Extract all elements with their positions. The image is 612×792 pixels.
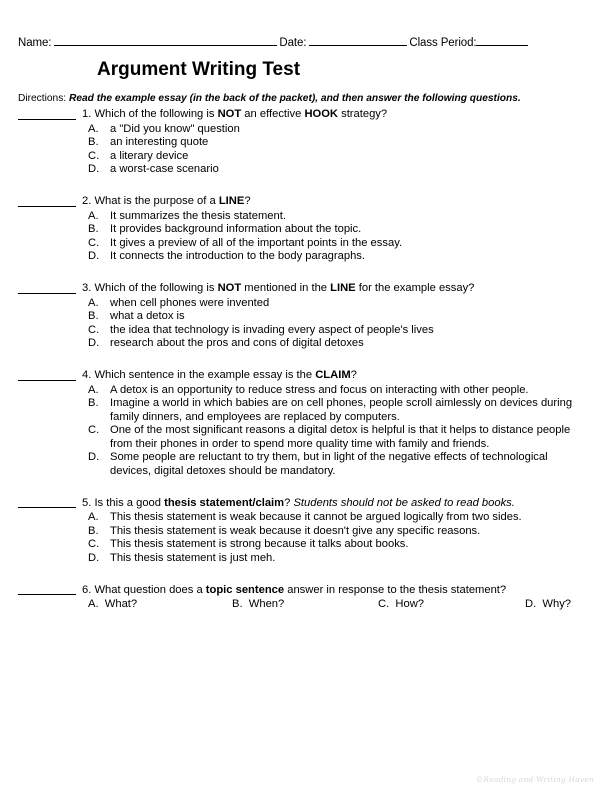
option-text: an interesting quote <box>110 136 209 149</box>
option-text: when cell phones were invented <box>110 296 270 309</box>
question-3 <box>0 282 612 351</box>
option-text: It provides background information about the topic. <box>110 223 362 236</box>
option-text: the idea that technology is invading every aspect of people's lives <box>110 323 434 336</box>
answer-option[interactable] <box>88 297 612 311</box>
date-blank-field[interactable] <box>309 34 407 46</box>
answer-option[interactable] <box>88 337 612 351</box>
question-6 <box>0 584 612 612</box>
option-letter: C. <box>88 538 100 551</box>
option-text: How? <box>395 598 425 611</box>
question-stem <box>0 282 612 296</box>
date-label: Date: <box>279 37 307 49</box>
option-text: Why? <box>542 598 572 611</box>
name-blank-field[interactable] <box>54 34 277 46</box>
option-text: This thesis statement is just meh. <box>110 552 276 565</box>
stem-segment: ? <box>350 368 357 381</box>
stem-segment: ? <box>244 194 251 207</box>
option-text: a "Did you know" question <box>110 122 240 135</box>
stem-segment: ? <box>284 496 294 509</box>
option-letter: A. <box>88 511 99 524</box>
stem-segment: Which of the following is <box>94 108 218 120</box>
question-number: 2. <box>82 194 92 207</box>
question-2 <box>0 195 612 264</box>
question-stem <box>0 584 612 598</box>
question-1 <box>0 108 612 177</box>
option-text: One of the most significant reasons a digital detox is helpful is that it helps to distance people from their phones in order to spend more quality time with family and friends. <box>110 424 571 450</box>
answer-blank-field[interactable] <box>18 507 76 508</box>
question-stem <box>0 369 612 383</box>
answer-option[interactable] <box>88 525 612 539</box>
option-letter: B. <box>88 310 99 323</box>
option-letter: B. <box>88 136 99 149</box>
option-letter: A. <box>88 598 99 611</box>
class-period-blank-field[interactable] <box>476 34 528 46</box>
option-letter: D. <box>88 552 100 565</box>
stem-segment: Students should not be asked to read books. <box>293 496 515 509</box>
option-text: It summarizes the thesis statement. <box>110 209 286 222</box>
option-letter: D. <box>525 598 537 611</box>
answer-options <box>0 384 612 479</box>
answer-option[interactable] <box>88 150 612 164</box>
stem-segment: Which of the following is <box>94 281 218 294</box>
stem-segment: HOOK <box>304 108 338 120</box>
name-label: Name: <box>18 37 52 49</box>
option-text: It gives a preview of all of the important points in the essay. <box>110 236 403 249</box>
option-text: research about the pros and cons of digital detoxes <box>110 337 364 350</box>
answer-option[interactable] <box>88 210 612 224</box>
stem-segment: Which sentence in the example essay is the <box>94 368 316 381</box>
question-5 <box>0 497 612 566</box>
answer-option[interactable] <box>88 136 612 150</box>
option-text: a worst-case scenario <box>110 163 219 176</box>
answer-option[interactable] <box>88 223 612 237</box>
option-text: When? <box>248 598 285 611</box>
stem-segment: mentioned in the <box>241 281 331 294</box>
answer-option[interactable] <box>88 538 612 552</box>
option-letter: A. <box>88 209 99 222</box>
stem-segment: answer in response to the thesis statement? <box>284 583 507 596</box>
answer-option[interactable] <box>88 451 612 478</box>
class-period-label: Class Period: <box>409 37 477 49</box>
answer-option[interactable] <box>88 511 612 525</box>
answer-option[interactable] <box>378 598 525 612</box>
option-letter: C. <box>88 323 100 336</box>
option-letter: D. <box>88 250 100 263</box>
option-letter: C. <box>378 598 390 611</box>
answer-blank-field[interactable] <box>18 206 76 207</box>
answer-option[interactable] <box>88 237 612 251</box>
answer-blank-field[interactable] <box>18 380 76 381</box>
answer-options <box>0 123 612 177</box>
answer-options-inline <box>0 598 612 612</box>
option-text: It connects the introduction to the body paragraphs. <box>110 250 365 263</box>
stem-segment: NOT <box>217 281 242 294</box>
answer-option[interactable] <box>88 163 612 177</box>
option-text: This thesis statement is weak because it cannot be argued logically from two sides. <box>110 511 522 524</box>
directions <box>18 92 521 105</box>
stem-segment: an effective <box>241 108 305 120</box>
answer-option[interactable] <box>88 552 612 566</box>
option-letter: A. <box>88 296 99 309</box>
stem-segment: CLAIM <box>315 368 351 381</box>
option-letter: C. <box>88 424 100 437</box>
option-letter: B. <box>88 524 99 537</box>
option-letter: B. <box>232 598 243 611</box>
answer-blank-field[interactable] <box>18 594 76 595</box>
page-title: Argument Writing Test <box>97 59 301 80</box>
question-stem <box>0 497 612 511</box>
option-text: what a detox is <box>110 310 185 323</box>
stem-segment: topic sentence <box>205 583 285 596</box>
stem-segment: What is the purpose of a <box>94 194 219 207</box>
answer-options <box>0 210 612 264</box>
stem-segment: What question does a <box>94 583 206 596</box>
option-text: Some people are reluctant to try them, but in light of the negative effects of technological devices, digital detoxes should be mandatory. <box>110 451 548 478</box>
answer-option[interactable] <box>232 598 378 612</box>
question-number: 6. <box>82 583 92 596</box>
directions-label: Directions: <box>18 93 67 104</box>
option-letter: D. <box>88 451 100 464</box>
answer-option[interactable] <box>88 324 612 338</box>
directions-text: Read the example essay (in the back of the packet), and then answer the following questions. <box>68 93 521 104</box>
option-letter: A. <box>88 122 99 135</box>
stem-segment: NOT <box>217 108 242 120</box>
answer-option[interactable] <box>88 598 232 612</box>
answer-blank-field[interactable] <box>18 119 76 120</box>
questions-list <box>0 108 612 630</box>
option-letter: A. <box>88 383 99 396</box>
option-text: This thesis statement is strong because it talks about books. <box>110 538 409 551</box>
option-text: a literary device <box>110 149 189 162</box>
question-4 <box>0 369 612 479</box>
answer-options <box>0 297 612 351</box>
option-letter: C. <box>88 236 100 249</box>
answer-options <box>0 511 612 565</box>
answer-option[interactable] <box>88 424 612 451</box>
answer-option[interactable] <box>88 250 612 264</box>
stem-segment: strategy? <box>338 108 388 120</box>
question-number: 3. <box>82 281 92 294</box>
question-number: 4. <box>82 368 92 381</box>
question-stem <box>0 195 612 209</box>
stem-segment: Is this a good <box>94 496 165 509</box>
footer-watermark: ©Reading and Writing Haven <box>475 775 594 784</box>
option-letter: D. <box>88 163 100 176</box>
option-letter: C. <box>88 149 100 162</box>
stem-segment: LINE <box>330 281 356 294</box>
question-stem <box>0 108 612 122</box>
option-letter: B. <box>88 223 99 236</box>
option-text: Imagine a world in which babies are on cell phones, people scroll aimlessly on devices during family dinners, and employees are replaced by computers. <box>110 397 573 423</box>
stem-segment: thesis statement/claim <box>164 496 285 509</box>
option-letter: D. <box>88 337 100 350</box>
stem-segment: LINE <box>218 194 245 207</box>
answer-option[interactable] <box>88 384 612 398</box>
stem-segment: for the example essay? <box>355 281 475 294</box>
student-info-header <box>18 34 594 50</box>
answer-option[interactable] <box>88 397 612 424</box>
answer-option[interactable] <box>88 310 612 324</box>
option-text: A detox is an opportunity to reduce stress and focus on interacting with other people. <box>110 383 529 396</box>
option-letter: B. <box>88 397 99 410</box>
option-text: What? <box>104 598 138 611</box>
question-number: 5. <box>82 496 92 509</box>
option-text: This thesis statement is weak because it doesn't give any specific reasons. <box>110 524 481 537</box>
answer-option[interactable] <box>88 123 612 137</box>
answer-blank-field[interactable] <box>18 293 76 294</box>
question-number: 1. <box>82 108 92 120</box>
answer-option[interactable] <box>525 598 571 612</box>
